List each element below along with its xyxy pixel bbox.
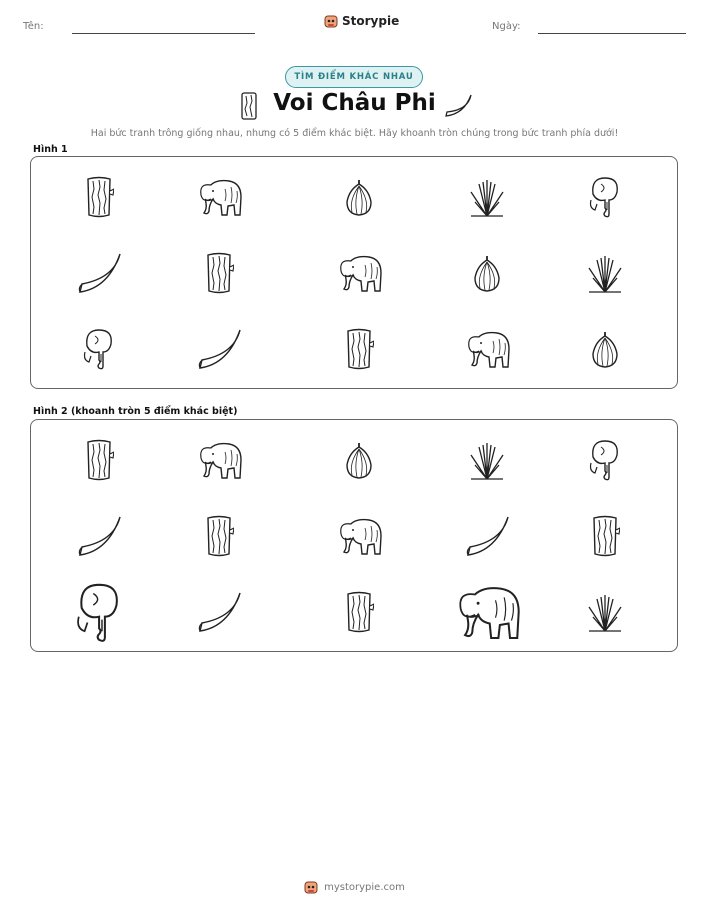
tree-trunk-icon[interactable] — [204, 514, 234, 558]
fig-icon — [343, 176, 375, 218]
elephant-icon — [195, 175, 243, 219]
picture1-panel — [30, 156, 678, 389]
elephant-icon[interactable] — [195, 438, 243, 482]
brand-name: Storypie — [342, 14, 400, 28]
elephant-trunk-icon — [81, 326, 117, 372]
storypie-mascot-icon — [304, 880, 318, 894]
grass-icon — [467, 176, 507, 218]
picture1-caption: Hình 1 — [33, 144, 68, 155]
name-label: Tên: — [23, 21, 44, 32]
elephant-icon — [463, 327, 511, 371]
tree-trunk-icon — [344, 327, 374, 371]
picture2-caption: Hình 2 (khoanh tròn 5 điểm khác biệt) — [33, 406, 238, 417]
fig-icon[interactable] — [343, 439, 375, 481]
date-label: Ngày: — [492, 21, 521, 32]
fig-icon — [471, 252, 503, 294]
tree-trunk-icon — [204, 251, 234, 295]
grass-icon — [585, 252, 625, 294]
footer-url: mystorypie.com — [324, 881, 405, 893]
tusk-icon — [194, 326, 244, 372]
elephant-icon[interactable] — [335, 514, 383, 558]
elephant-trunk-icon — [587, 174, 623, 220]
elephant-trunk-icon[interactable] — [73, 579, 125, 646]
elephant-icon — [335, 251, 383, 295]
tusk-icon[interactable] — [462, 513, 512, 559]
page-title: Voi Châu Phi — [273, 90, 436, 116]
title-tusk-icon — [442, 92, 474, 124]
tree-trunk-icon[interactable] — [84, 438, 114, 482]
tusk-icon[interactable] — [194, 589, 244, 635]
date-line[interactable] — [538, 33, 686, 34]
tusk-icon — [74, 250, 124, 296]
tree-trunk-icon[interactable] — [344, 590, 374, 634]
elephant-icon[interactable] — [452, 580, 522, 644]
tusk-icon[interactable] — [74, 513, 124, 559]
tree-trunk-icon[interactable] — [590, 514, 620, 558]
grass-icon[interactable] — [585, 591, 625, 633]
picture2-panel[interactable] — [30, 419, 678, 652]
grass-icon[interactable] — [467, 439, 507, 481]
elephant-trunk-icon[interactable] — [587, 437, 623, 483]
fig-icon — [589, 328, 621, 370]
name-line[interactable] — [72, 33, 255, 34]
brand-logo — [324, 14, 399, 28]
tree-trunk-icon — [84, 175, 114, 219]
footer — [0, 880, 709, 894]
instructions: Hai bức tranh trông giống nhau, nhưng có 5 điểm khác biệt. Hãy khoanh tròn chúng trong bức tranh phía dưới! — [90, 128, 619, 139]
activity-badge: TÌM ĐIỂM KHÁC NHAU — [285, 66, 423, 88]
storypie-mascot-icon — [324, 14, 338, 28]
